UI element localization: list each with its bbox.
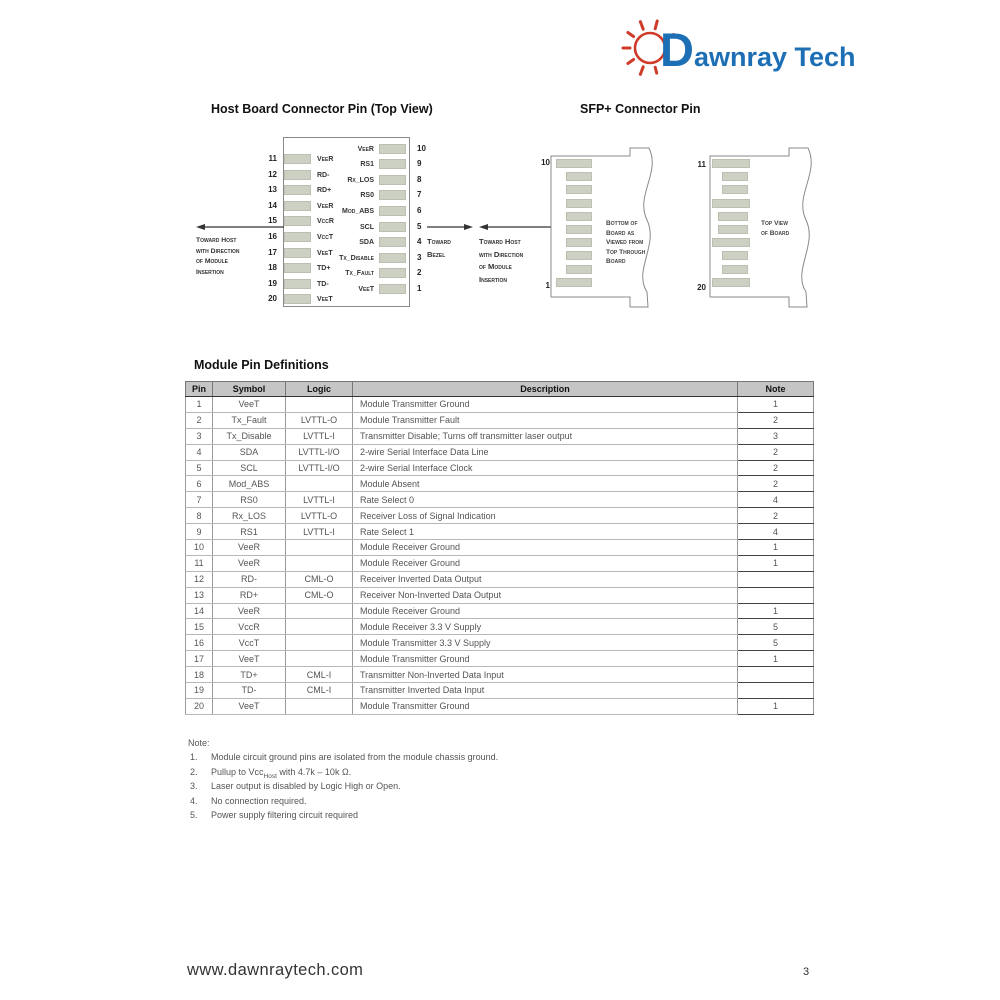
note-cell: 4 (738, 524, 814, 540)
description-cell: Module Transmitter Ground (353, 698, 738, 714)
sfp-right-board-pad (722, 251, 748, 260)
host-left-pin-number: 16 (268, 232, 277, 241)
description-cell: Module Receiver Ground (353, 603, 738, 619)
symbol-cell: RS1 (213, 524, 286, 540)
pin-cell: 20 (186, 698, 213, 714)
sfp-right-board-pad (722, 172, 748, 181)
symbol-cell: VeeT (213, 397, 286, 413)
logic-cell: LVTTL-I (286, 428, 353, 444)
pin-cell: 6 (186, 476, 213, 492)
host-right-pad (379, 222, 406, 232)
toward-bezel-label-line: Toward (427, 237, 451, 246)
host-right-pad (379, 144, 406, 154)
sfp-left-board-pad (566, 225, 592, 234)
sfp-left-board-pad (566, 265, 592, 274)
host-right-pin-number: 4 (417, 237, 422, 247)
pin-table-title: Module Pin Definitions (194, 358, 329, 372)
host-right-pad (379, 237, 406, 247)
host-right-pin-number: 5 (417, 221, 422, 231)
host-left-pin-label: VccT (317, 234, 334, 241)
logic-cell (286, 698, 353, 714)
bottom-view-label-line: Bottom of (606, 220, 638, 227)
host-left-pin-label: TD+ (317, 265, 331, 273)
brand-rest: awnray Tech (693, 42, 856, 72)
host-right-pin-number: 9 (417, 159, 422, 169)
bottom-view-label-line: Viewed from (606, 239, 644, 246)
sfp-right-board-top-pin-number: 11 (697, 160, 706, 169)
description-cell: Module Receiver Ground (353, 540, 738, 556)
logic-cell (286, 603, 353, 619)
sfp-right-board-pad (718, 225, 748, 234)
host-left-pin-label: RD+ (317, 187, 332, 195)
sfp-left-board-pad (566, 251, 592, 260)
toward-host-label-line: Toward Host (479, 237, 521, 246)
note-cell: 1 (738, 555, 814, 571)
host-left-pin-label: VeeT (317, 249, 333, 257)
description-cell: 2-wire Serial Interface Data Line (353, 444, 738, 460)
note-text: Pullup to Vcc (211, 766, 264, 777)
note-number: 5. (190, 810, 198, 821)
pin-cell: 3 (186, 428, 213, 444)
sfp-right-board-pad (722, 185, 748, 194)
toward-host-label-line: Insertion (479, 274, 507, 284)
note-text: No connection required. (211, 795, 307, 806)
subscript-text: Host (263, 772, 277, 780)
table-row (186, 508, 814, 524)
sfp-connector-title: SFP+ Connector Pin (580, 102, 701, 116)
toward-host-label-line: Insertion (196, 268, 224, 276)
host-right-pin-number: 6 (417, 206, 422, 215)
sfp-left-board-pad (566, 185, 592, 194)
symbol-cell: Tx_Disable (213, 428, 286, 444)
sfp-right-board-bottom-pin-number: 20 (697, 283, 706, 292)
note-text: Module circuit ground pins are isolated from the module chassis ground. (211, 752, 499, 762)
note-cell: 3 (738, 428, 814, 444)
sfp-right-board-pad (718, 212, 748, 221)
description-cell: Rate Select 0 (353, 492, 738, 508)
note-number: 1. (190, 752, 198, 762)
sfp-right-board-pad (712, 278, 750, 287)
host-left-pin-number: 14 (268, 200, 277, 210)
note-cell: 2 (738, 460, 814, 476)
description-cell: Module Transmitter Fault (353, 412, 738, 428)
sfp-left-board-pad (566, 212, 592, 221)
logic-cell: CML-O (286, 571, 353, 587)
host-left-pin-number: 12 (268, 169, 277, 179)
table-row (186, 492, 814, 508)
table-row (186, 412, 814, 428)
description-cell: Rate Select 1 (353, 524, 738, 540)
host-right-pin-label: Tx_Disable (339, 254, 374, 262)
description-cell: Module Transmitter 3.3 V Supply (353, 635, 738, 651)
table-row (186, 651, 814, 667)
host-right-pin-label: Rx_LOS (347, 176, 374, 184)
company-logo (616, 10, 856, 92)
host-left-pin-number: 17 (268, 247, 277, 257)
toward-host-label-line: with Direction (479, 249, 524, 259)
table-row (186, 683, 814, 699)
host-right-pin-label: RS0 (360, 192, 374, 200)
table-row (186, 524, 814, 540)
pin-cell: 13 (186, 587, 213, 603)
note-text: Laser output is disabled by Logic High or Open. (211, 781, 401, 792)
pin-cell: 9 (186, 524, 213, 540)
table-row (186, 587, 814, 603)
host-left-pin-number: 20 (268, 294, 277, 304)
host-left-pin-number: 18 (268, 263, 277, 273)
host-right-pad (379, 206, 406, 216)
host-left-pin-number: 13 (268, 185, 277, 195)
pin-cell: 7 (186, 492, 213, 508)
toward-host-label-line: of Module (196, 258, 228, 265)
symbol-cell: TD+ (213, 667, 286, 683)
symbol-cell: VeeR (213, 540, 286, 556)
host-left-pin-label: VccR (317, 218, 334, 226)
host-right-pin-number: 10 (417, 143, 426, 153)
note-item (190, 767, 351, 780)
pin-cell: 11 (186, 555, 213, 571)
host-left-pin-label: VeeT (317, 296, 333, 304)
table-row (186, 571, 814, 587)
host-left-pad (284, 294, 311, 304)
note-number: 3. (190, 781, 198, 792)
logic-cell: LVTTL-O (286, 508, 353, 524)
host-left-pin-label: VeeR (317, 156, 334, 163)
description-cell: Transmitter Non-Inverted Data Input (353, 667, 738, 683)
table-row (186, 428, 814, 444)
pin-cell: 17 (186, 651, 213, 667)
module-pin-table (185, 381, 814, 715)
host-left-pin-label: RD- (317, 171, 330, 179)
note-number: 4. (190, 795, 198, 806)
logic-cell: LVTTL-I (286, 492, 353, 508)
host-right-pin-label: Mod_ABS (341, 208, 374, 215)
description-cell: Receiver Loss of Signal Indication (353, 508, 738, 524)
symbol-cell: Tx_Fault (213, 412, 286, 428)
table-row (186, 444, 814, 460)
pin-cell: 15 (186, 619, 213, 635)
bottom-view-label-line: Board (606, 258, 626, 265)
logic-cell (286, 397, 353, 413)
host-left-pin-number: 19 (268, 278, 277, 288)
top-view-label-line: of Board (761, 229, 790, 237)
sfp-right-board-pad (712, 199, 750, 208)
table-row (186, 476, 814, 492)
note-cell: 1 (738, 603, 814, 619)
host-right-pad (379, 175, 406, 185)
bottom-view-label-line: Board as (606, 229, 635, 237)
host-left-pin-label: VeeR (317, 202, 334, 210)
table-header-cell: Note (738, 382, 814, 397)
description-cell: Module Absent (353, 476, 738, 492)
host-right-pad (379, 253, 406, 263)
description-cell: Module Receiver Ground (353, 555, 738, 571)
symbol-cell: VeeT (213, 698, 286, 714)
host-right-pin-label: SDA (359, 239, 374, 247)
sfp-left-board-top-pin-number: 10 (541, 158, 550, 167)
symbol-cell: VeeT (213, 651, 286, 667)
pin-cell: 1 (186, 397, 213, 413)
table-row (186, 603, 814, 619)
host-left-pin-number: 15 (268, 216, 277, 226)
note-number: 2. (190, 766, 198, 777)
table-row (186, 667, 814, 683)
host-left-pin-label: TD- (317, 280, 329, 288)
description-cell: Module Receiver 3.3 V Supply (353, 619, 738, 635)
note-cell: 4 (738, 492, 814, 508)
bottom-view-label (606, 219, 645, 267)
logic-cell: LVTTL-I/O (286, 460, 353, 476)
note-cell (738, 667, 814, 683)
host-right-pad (379, 284, 406, 294)
note-text: with 4.7k – 10k Ω. (276, 766, 352, 777)
sfp-left-board-bottom-pin-number: 1 (545, 281, 550, 290)
note-cell: 2 (738, 508, 814, 524)
pin-cell: 8 (186, 508, 213, 524)
sfp-left-board-pad (566, 238, 592, 247)
table-row (186, 540, 814, 556)
logic-cell (286, 555, 353, 571)
host-right-pin-number: 3 (417, 252, 422, 262)
sfp-left-board-pad (566, 172, 592, 181)
table-row (186, 635, 814, 651)
logic-cell (286, 651, 353, 667)
note-item (190, 796, 307, 806)
symbol-cell: SDA (213, 444, 286, 460)
host-right-pin-number: 1 (417, 284, 422, 293)
host-right-pin-number: 7 (417, 190, 422, 200)
pin-cell: 10 (186, 540, 213, 556)
brand-initial: D (660, 23, 694, 76)
host-left-pin-number: 11 (268, 154, 277, 163)
note-cell: 2 (738, 444, 814, 460)
brand-wordmark (660, 24, 856, 76)
sfp-right-board-pad (712, 159, 750, 168)
symbol-cell: TD- (213, 683, 286, 699)
description-cell: Module Transmitter Ground (353, 397, 738, 413)
pin-cell: 2 (186, 412, 213, 428)
logic-cell: LVTTL-I/O (286, 444, 353, 460)
description-cell: Transmitter Disable; Turns off transmitter laser output (353, 428, 738, 444)
sfp-left-board-pad (556, 159, 592, 168)
note-cell: 1 (738, 651, 814, 667)
symbol-cell: RD+ (213, 587, 286, 603)
host-right-pin-number: 8 (417, 174, 422, 184)
note-cell: 5 (738, 619, 814, 635)
host-connector-title: Host Board Connector Pin (Top View) (211, 102, 433, 116)
logic-cell (286, 540, 353, 556)
top-view-label (761, 219, 789, 238)
description-cell: Module Transmitter Ground (353, 651, 738, 667)
toward-host-label-line: Toward Host (196, 237, 237, 244)
table-header-cell: Symbol (213, 382, 286, 397)
note-cell: 2 (738, 476, 814, 492)
table-row (186, 619, 814, 635)
table-row (186, 555, 814, 571)
description-cell: Receiver Non-Inverted Data Output (353, 587, 738, 603)
toward-bezel-label-line: Bezel (427, 249, 446, 259)
symbol-cell: RS0 (213, 492, 286, 508)
host-right-pin-label: SCL (360, 223, 374, 231)
note-cell: 1 (738, 698, 814, 714)
table-header-cell: Description (353, 382, 738, 397)
pin-cell: 16 (186, 635, 213, 651)
pin-cell: 19 (186, 683, 213, 699)
description-cell: Receiver Inverted Data Output (353, 571, 738, 587)
logic-cell: CML-I (286, 667, 353, 683)
table-header-cell: Pin (186, 382, 213, 397)
symbol-cell: VeeR (213, 603, 286, 619)
sfp-right-board-pad (722, 265, 748, 274)
table-row (186, 460, 814, 476)
symbol-cell: Mod_ABS (213, 476, 286, 492)
note-cell (738, 683, 814, 699)
symbol-cell: SCL (213, 460, 286, 476)
note-text: Power supply filtering circuit required (211, 810, 359, 821)
symbol-cell: Rx_LOS (213, 508, 286, 524)
note-item (190, 781, 401, 791)
note-cell (738, 571, 814, 587)
symbol-cell: RD- (213, 571, 286, 587)
host-right-pin-label: VeeT (358, 286, 374, 293)
sfp-left-board-pad (556, 278, 592, 287)
bottom-view-label-line: Top Through (606, 248, 646, 256)
host-right-pad (379, 190, 406, 200)
notes-heading: Note: (188, 738, 210, 748)
notes-section (188, 738, 748, 821)
logic-cell (286, 476, 353, 492)
note-cell: 1 (738, 540, 814, 556)
host-right-pin-label: Tx_Fault (345, 270, 374, 278)
toward-host-label-line: of Module (479, 262, 512, 271)
pin-cell: 5 (186, 460, 213, 476)
host-right-pin-label: VeeR (357, 145, 374, 153)
note-cell: 1 (738, 397, 814, 413)
note-item (190, 752, 498, 762)
pin-cell: 14 (186, 603, 213, 619)
description-cell: 2-wire Serial Interface Clock (353, 460, 738, 476)
sfp-right-board-pad (712, 238, 750, 247)
host-right-pin-label: RS1 (360, 161, 374, 169)
logic-cell: CML-O (286, 587, 353, 603)
table-row (186, 698, 814, 714)
pin-cell: 4 (186, 444, 213, 460)
note-cell (738, 587, 814, 603)
top-view-label-line: Top View (761, 220, 788, 227)
symbol-cell: VeeR (213, 555, 286, 571)
logic-cell (286, 619, 353, 635)
table-header-cell: Logic (286, 382, 353, 397)
host-right-pad (379, 268, 406, 278)
logic-cell: LVTTL-I (286, 524, 353, 540)
footer-url: www.dawnraytech.com (187, 961, 364, 979)
logic-cell: CML-I (286, 683, 353, 699)
page-number: 3 (803, 966, 810, 978)
symbol-cell: VccT (213, 635, 286, 651)
pin-cell: 12 (186, 571, 213, 587)
note-cell: 2 (738, 412, 814, 428)
host-right-pin-number: 2 (417, 268, 422, 278)
table-header-row (186, 382, 814, 397)
note-item (190, 810, 358, 820)
logic-cell (286, 635, 353, 651)
pin-cell: 18 (186, 667, 213, 683)
description-cell: Transmitter Inverted Data Input (353, 683, 738, 699)
host-right-pad (379, 159, 406, 169)
table-row (186, 397, 814, 413)
note-cell: 5 (738, 635, 814, 651)
toward-host-label-line: with Direction (196, 247, 240, 255)
sfp-left-board-pad (566, 199, 592, 208)
symbol-cell: VccR (213, 619, 286, 635)
logic-cell: LVTTL-O (286, 412, 353, 428)
